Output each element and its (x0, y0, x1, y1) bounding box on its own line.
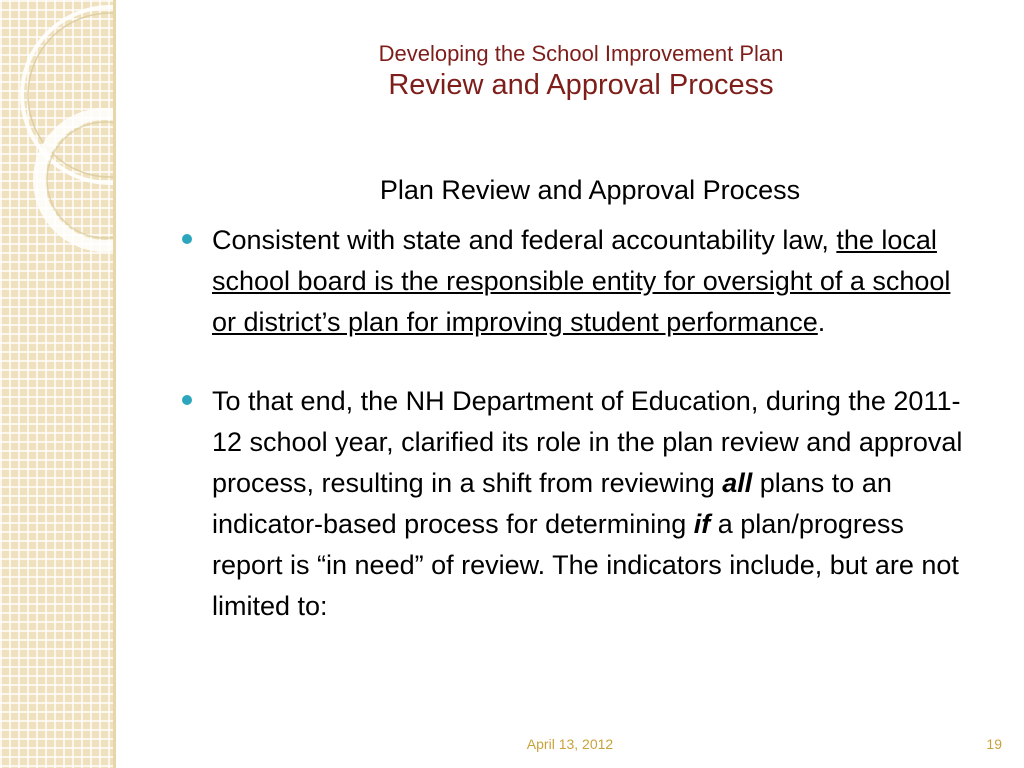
slide-subtitle: Review and Approval Process (388, 69, 774, 101)
bullet-item-1 (178, 220, 978, 343)
content-heading: Plan Review and Approval Process (379, 175, 801, 205)
footer-date: April 13, 2012 (526, 736, 614, 752)
bullet-dot-icon (182, 395, 192, 405)
bullet-1-text-before: Consistent with state and federal accountability law, (212, 225, 837, 255)
bullet-2-emphasis-all: all (722, 468, 753, 498)
bullet-dot-icon (182, 234, 192, 244)
bullet-2-part-3: a plan/progress report is “in need” of review. The indicators include, but are not limited to: (212, 509, 959, 621)
slide-title-block (150, 40, 1012, 102)
decorative-side-panel (0, 0, 113, 768)
bullet-list (178, 220, 978, 627)
bullet-2-part-2: plans to an indicator-based process for determining (212, 468, 892, 539)
bullet-2-emphasis-if: if (693, 509, 711, 539)
bullet-1-underlined-text: the local school board is the responsible entity for oversight of a school or district’s plan for improving student performance (212, 225, 951, 337)
footer-page-number: 19 (986, 736, 1002, 752)
slide-title: Developing the School Improvement Plan (378, 41, 784, 66)
bullet-item-2 (178, 381, 978, 627)
ring-ornament-icon (0, 0, 113, 768)
bullet-1-text-after: . (817, 307, 826, 337)
side-panel-edge (113, 0, 116, 768)
bullet-2-part-1: To that end, the NH Department of Education, during the 2011-12 school year, clarified its role in the plan review and approval process, resulting in a shift from reviewing (212, 386, 963, 498)
